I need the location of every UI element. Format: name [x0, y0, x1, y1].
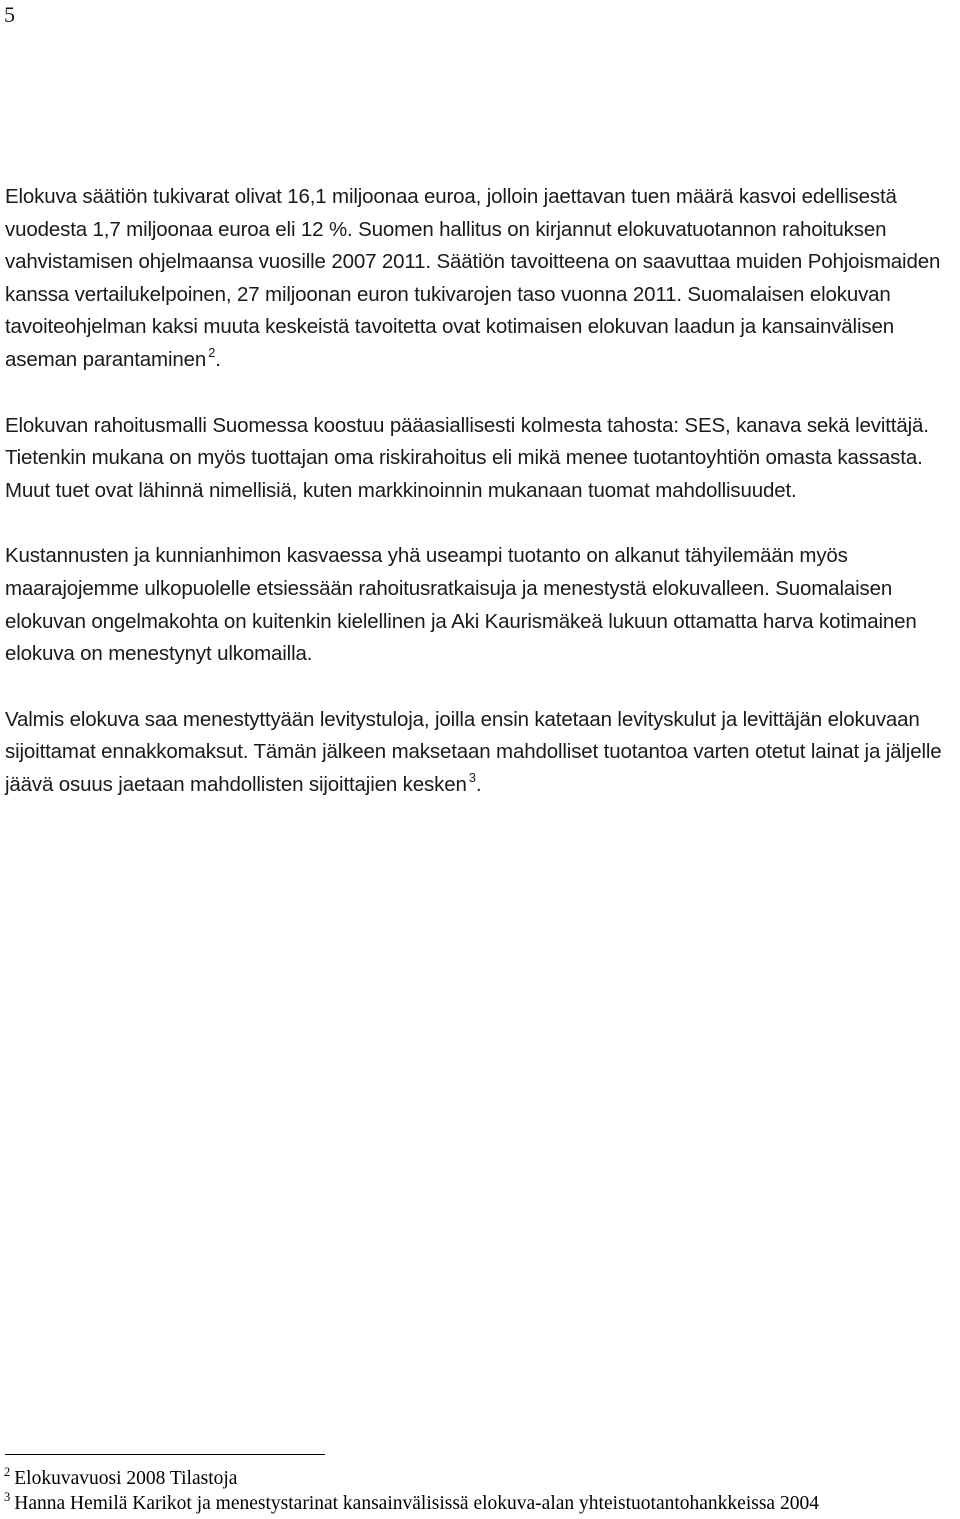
footnote-text: Hanna Hemilä Karikot ja menestystarinat kansainvälisissä elokuva-alan yhteistuotantohankkeissa 2004: [14, 1493, 819, 1514]
paragraph-text: Elokuva säätiön tukivarat olivat 16,1 miljoonaa euroa, jolloin jaettavan tuen määrä kasvoi edellisestä vuodesta 1,7 miljoonaa euroa eli 12 %. Suomen hallitus on kirjannut elokuvatuotannon rahoituksen vahvistamisen ohjelmaansa vuosille 2007 2011. Säätiön tavoitteena on saavuttaa muiden Pohjoismaiden kanssa vertailukelpoinen, 27 miljoonan euron tukivarojen taso vuonna 2011. Suomalaisen elokuvan tavoiteohjelman kaksi muuta keskeistä tavoitetta ovat kotimaisen elokuvan laadun ja kansainvälisen aseman parantaminen: [5, 185, 941, 371]
paragraph-text: Kustannusten ja kunnianhimon kasvaessa yhä useampi tuotanto on alkanut tähyilemään myös maarajojemme ulkopuolelle etsiessään rahoitusratkaisuja ja menestystä elokuvalleen. Suomalaisen elokuvan ongelmakohta on kuitenkin kielellinen ja Aki Kaurismäkeä lukuun ottamatta harva kotimainen elokuva on menestynyt ulkomailla.: [5, 544, 917, 666]
footnotes: [4, 1466, 960, 1516]
footnote-reference: 2: [208, 344, 216, 360]
footnote: [4, 1491, 960, 1516]
page-number: 5: [4, 2, 15, 27]
paragraph-text: Elokuvan rahoitusmalli Suomessa koostuu pääasiallisesti kolmesta tahosta: SES, kanava sekä levittäjä. Tietenkin mukana on myös tuottajan oma riskirahoitus eli mikä menee tuotantoyhtiön omasta kassasta. Muut tuet ovat lähinnä nimellisiä, kuten markkinoinnin mukanaan tuomat mahdollisuudet.: [5, 413, 929, 502]
footnote-separator: [5, 1454, 325, 1455]
body-text: [5, 181, 960, 835]
footnote-reference: 3: [468, 769, 476, 785]
paragraph-text-end: .: [475, 772, 482, 796]
paragraph-text: Valmis elokuva saa menestyttyään levitystuloja, joilla ensin katetaan levityskulut ja levittäjän elokuvaan sijoittamat ennakkomaksut. Tämän jälkeen maksetaan mahdolliset tuotantoa varten otetut lainat ja jäljelle jäävä osuus jaetaan mahdollisten sijoittajien kesken: [5, 707, 942, 796]
paragraph: [5, 181, 960, 377]
footnote-text: Elokuvavuosi 2008 Tilastoja: [14, 1468, 238, 1489]
paragraph: [5, 704, 960, 802]
footnote-mark: 3: [4, 1490, 11, 1504]
paragraph: [5, 410, 960, 508]
paragraph: [5, 540, 960, 670]
paragraph-text-end: .: [215, 347, 221, 371]
footnote: [4, 1466, 960, 1491]
footnote-mark: 2: [4, 1465, 11, 1479]
